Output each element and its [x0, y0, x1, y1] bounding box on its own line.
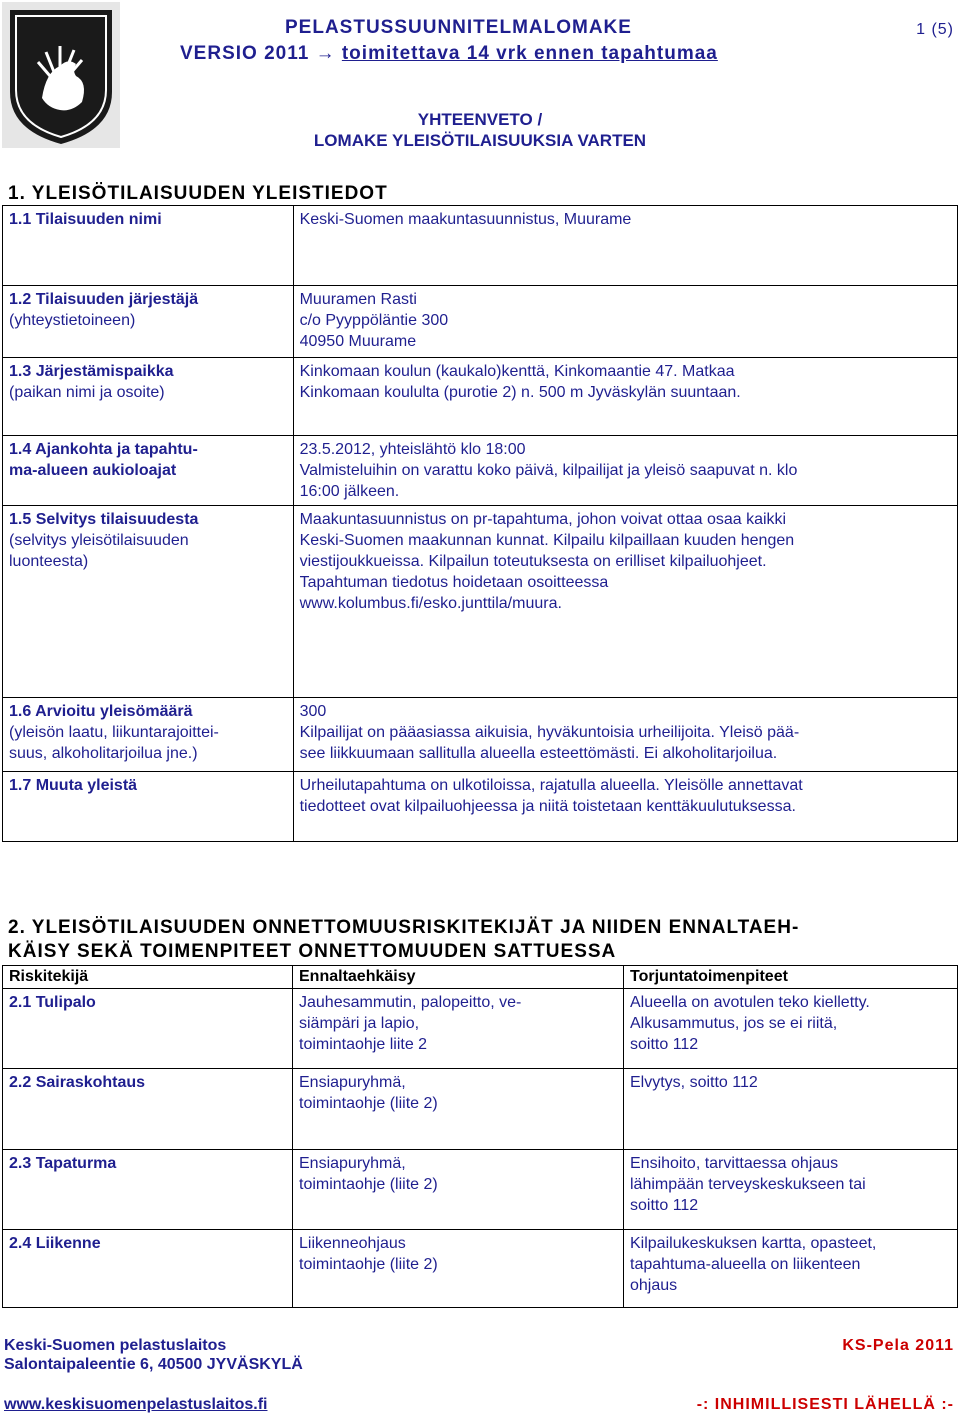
row-value: Kinkomaan koulun (kaukalo)kenttä, Kinkomaantie 47. Matkaa Kinkomaan koululta (purotie 2) n. 500 m Jyväskylän suuntaan.	[293, 358, 957, 436]
page-number: 1 (5)	[916, 21, 954, 38]
table-row	[3, 358, 958, 436]
form-title: PELASTUSSUUNNITELMALOMAKE	[285, 17, 632, 38]
table-row	[3, 772, 958, 842]
table-row	[3, 506, 958, 698]
version-line	[180, 43, 718, 65]
risk-cell: 2.4 Liikenne	[3, 1230, 293, 1308]
column-header-action: Torjuntatoimenpiteet	[624, 966, 958, 989]
table-row	[3, 206, 958, 286]
row-value: Urheilutapahtuma on ulkotiloissa, rajatulla alueella. Yleisölle annettavat tiedotteet ovat kilpailuohjeessa ja niitä toistetaan kenttäkuulutuksessa.	[293, 772, 957, 842]
version-prefix: VERSIO 2011	[180, 43, 316, 64]
table-row	[3, 1069, 958, 1150]
column-header-prevention: Ennaltaehkäisy	[293, 966, 624, 989]
footer-website-link[interactable]: www.keskisuomenpelastuslaitos.fi	[4, 1396, 268, 1413]
row-value: 23.5.2012, yhteislähtö klo 18:00 Valmisteluihin on varattu koko päivä, kilpailijat ja yleisö saapuvat n. klo 16:00 jälkeen.	[293, 436, 957, 506]
table-row	[3, 436, 958, 506]
footer-slogan: -: INHIMILLISESTI LÄHELLÄ :-	[696, 1396, 954, 1413]
row-label: 1.1 Tilaisuuden nimi	[3, 206, 294, 286]
section-2-title-line-2: KÄISY SEKÄ TOIMENPITEET ONNETTOMUUDEN SATTUESSA	[8, 941, 617, 962]
section-1-title: 1. YLEISÖTILAISUUDEN YLEISTIEDOT	[8, 183, 388, 204]
prevention-cell: Jauhesammutin, palopeitto, ve- siämpäri ja lapio, toimintaohje liite 2	[293, 989, 624, 1069]
footer-org: Keski-Suomen pelastuslaitos	[4, 1337, 227, 1354]
footer-code: KS-Pela 2011	[842, 1337, 954, 1354]
risk-cell: 2.2 Sairaskohtaus	[3, 1069, 293, 1150]
table-row	[3, 989, 958, 1069]
row-value: Maakuntasuunnistus on pr-tapahtuma, johon voivat ottaa osaa kaikki Keski-Suomen maakunnan kunnat. Kilpailu kilpaillaan kuuden hengen viestijoukkueissa. Kilpailun toteutuksesta on erilliset kilpailuohjeet. Tapahtuman tiedotus hoidetaan osoitteessa www.kolumbus.fi/esko.junttila/muura.	[293, 506, 957, 698]
action-cell: Ensihoito, tarvittaessa ohjaus lähimpään terveyskeskukseen tai soitto 112	[624, 1150, 958, 1230]
prevention-cell: Ensiapuryhmä, toimintaohje (liite 2)	[293, 1069, 624, 1150]
section-2-title-line-1: 2. YLEISÖTILAISUUDEN ONNETTOMUUSRISKITEKIJÄT JA NIIDEN ENNALTAEH-	[8, 917, 800, 938]
risk-cell: 2.1 Tulipalo	[3, 989, 293, 1069]
summary-line-1: YHTEENVETO /	[417, 110, 543, 129]
row-label: 1.2 Tilaisuuden järjestäjä (yhteystietoineen)	[3, 286, 294, 358]
table-header-row	[3, 966, 958, 989]
risk-cell: 2.3 Tapaturma	[3, 1150, 293, 1230]
table-row	[3, 1150, 958, 1230]
row-label: 1.7 Muuta yleistä	[3, 772, 294, 842]
footer-address: Salontaipaleentie 6, 40500 JYVÄSKYLÄ	[4, 1356, 303, 1373]
prevention-cell: Ensiapuryhmä, toimintaohje (liite 2)	[293, 1150, 624, 1230]
action-cell: Alueella on avotulen teko kielletty. Alkusammutus, jos se ei riitä, soitto 112	[624, 989, 958, 1069]
row-label: 1.4 Ajankohta ja tapahtu- ma-alueen aukioloajat	[3, 436, 294, 506]
table-row	[3, 698, 958, 772]
table-row	[3, 1230, 958, 1308]
prevention-cell: Liikenneohjaus toimintaohje (liite 2)	[293, 1230, 624, 1308]
action-cell: Elvytys, soitto 112	[624, 1069, 958, 1150]
table-row	[3, 286, 958, 358]
action-cell: Kilpailukeskuksen kartta, opasteet, tapahtuma-alueella on liikenteen ohjaus	[624, 1230, 958, 1308]
row-value: Muuramen Rasti c/o Pyyppöläntie 300 40950 Muurame	[293, 286, 957, 358]
summary-line-2: LOMAKE YLEISÖTILAISUUKSIA VARTEN	[313, 131, 647, 150]
column-header-risk: Riskitekijä	[3, 966, 293, 989]
row-label: 1.6 Arvioitu yleisömäärä (yleisön laatu, liikuntarajoittei- suus, alkoholitarjoilua jne.)	[3, 698, 294, 772]
deadline-text: toimitettava 14 vrk ennen tapahtumaa	[341, 43, 718, 64]
general-info-table	[2, 205, 958, 842]
row-value: 300 Kilpailijat on pääasiassa aikuisia, hyväkuntoisia urheilijoita. Yleisö pää- see liikkuumaan sallitulla alueella esteettömästi. Ei alkoholitarjoilua.	[293, 698, 957, 772]
row-label: 1.5 Selvitys tilaisuudesta (selvitys yleisötilaisuuden luonteesta)	[3, 506, 294, 698]
arrow-right-icon: →	[315, 43, 336, 64]
risk-table	[2, 965, 958, 1308]
row-value: Keski-Suomen maakuntasuunnistus, Muurame	[293, 206, 957, 286]
row-label: 1.3 Järjestämispaikka (paikan nimi ja osoite)	[3, 358, 294, 436]
